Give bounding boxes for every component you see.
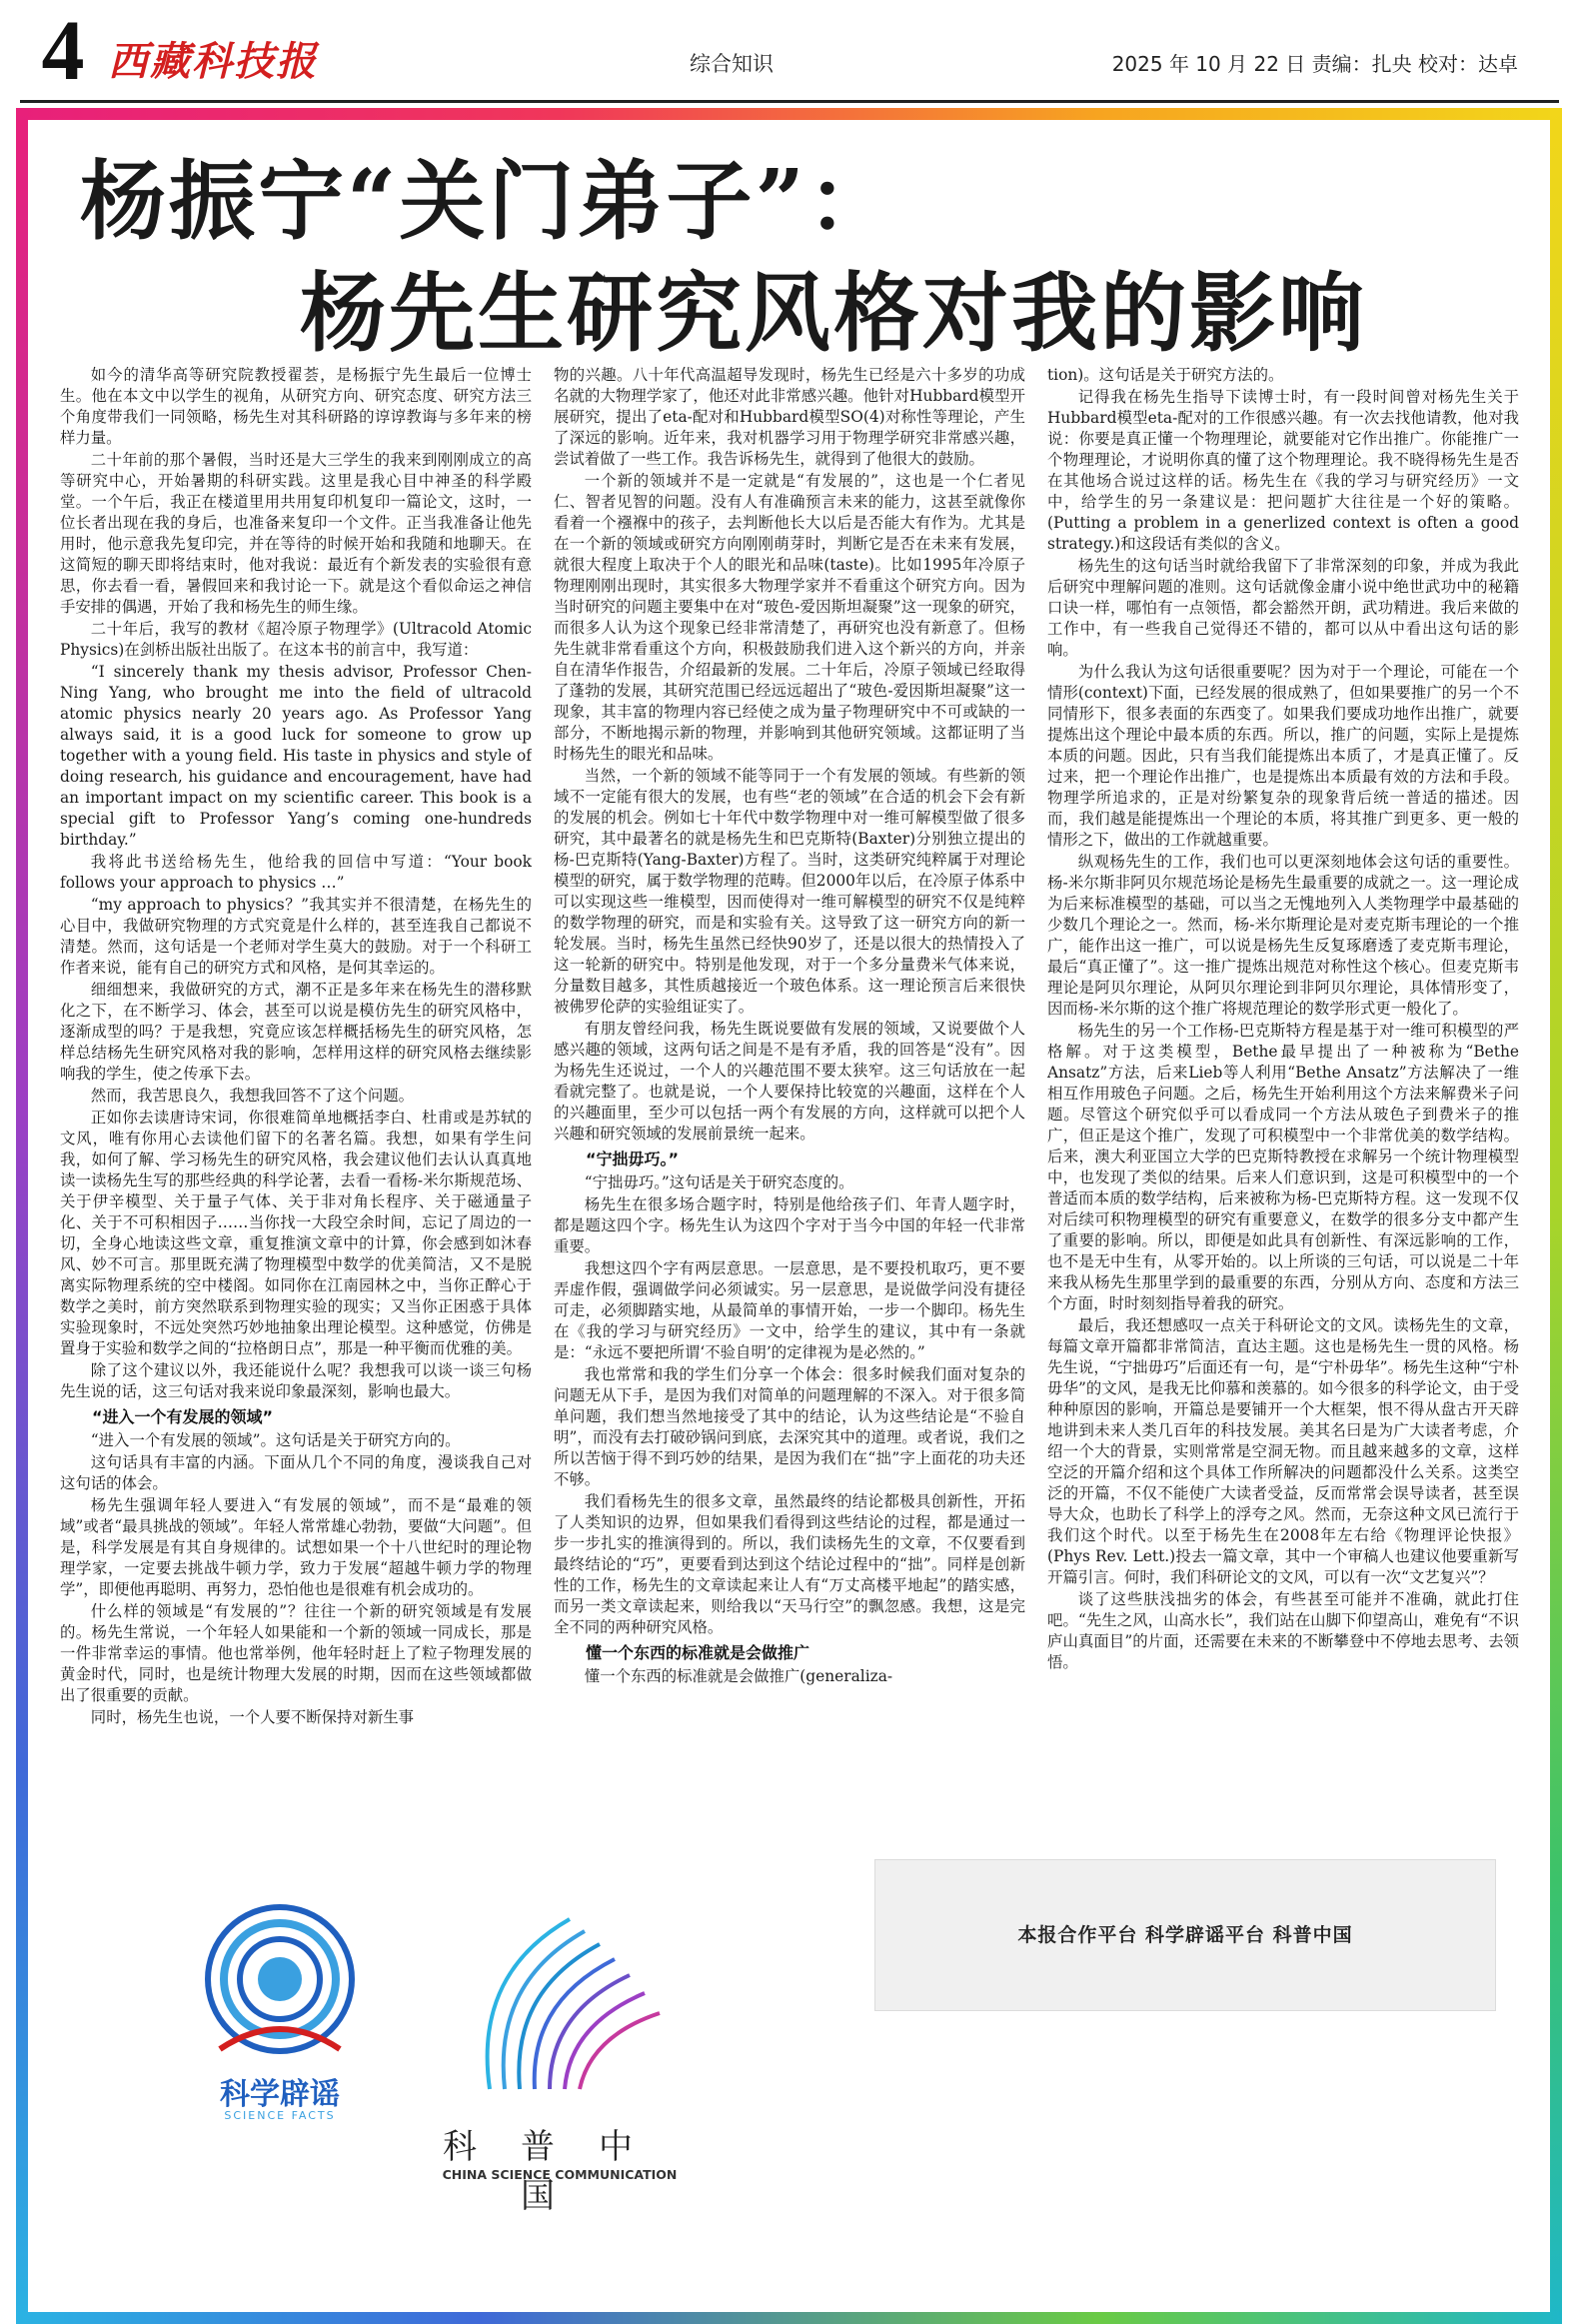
paragraph: 细细想来，我做研究的方式，潮不正是多年来在杨先生的潜移默化之下，在不断学习、体会，甚至可以说是模仿先生的研究风格中，逐渐成型的吗？于是我想，究竟应该怎样概括杨先生的研究风格，怎样总结杨先生研究风格对我的影响，怎样用这样的研究风格去继续影响我的学生，使之传承下去。 xyxy=(60,981,532,1083)
paragraph: “宁拙毋巧。”这句话是关于研究态度的。 xyxy=(584,1173,854,1191)
english-quote: “I sincerely thank my thesis advisor, Professor Chen-Ning Yang, who brought me into the field of ultracold atomic physics nearly 20 years ago. As Professor Yang always said, it is a good luck for someone to grow up together with a young field. His taste in physics and style of doing research, his guidance and encouragement, have had an important impact on my scientific career. This book is a special gift to Professor Yang’s coming one-hundreds birthday.” xyxy=(60,663,532,849)
headline-line-2: 杨先生研究风格对我的影响 xyxy=(300,263,1367,364)
headline-line-1: 杨振宁“关门弟子”： xyxy=(80,151,896,252)
subheading-attitude: “宁拙毋巧。” xyxy=(586,1150,680,1168)
science-communication-emblem-icon xyxy=(410,1899,710,2109)
newspaper-name: 西藏科技报 xyxy=(108,38,318,85)
paragraph: 二十年后，我写的教材《超冷原子物理学》(Ultracold Atomic Physics)在剑桥出版社出版了。在这本书的前言中，我写道： xyxy=(60,620,532,659)
header-divider xyxy=(20,100,1559,103)
paragraph: 懂一个东西的标准就是会做推广(generaliza- xyxy=(584,1667,893,1685)
paragraph: 物的兴趣。八十年代高温超导发现时，杨先生已经是六十多岁的功成名就的大物理学家了，他还对此非常感兴趣。他针对Hubbard模型开展研究，提出了eta-配对和Hubbard模型SO(4)对称性等理论，产生了深远的影响。近年来，我对机器学习用于物理学研究非常感兴趣，尝试着做了一些工作。我告诉杨先生，就得到了他很大的鼓励。 xyxy=(554,366,1025,468)
paragraph: “进入一个有发展的领域”。这句话是关于研究方向的。 xyxy=(90,1431,461,1449)
paragraph: 一个新的领域并不是一定就是“有发展的”，这也是一个仁者见仁、智者见智的问题。没有人有准确预言未来的能力，这甚至就像你看着一个襁褓中的孩子，去判断他长大以后是否能大有作为。尤其是在一个新的领域或研究方向刚刚萌芽时，判断它是否在未来有发展，就很大程度上取决于个人的眼光和品味(taste)。比如1995年冷原子物理刚刚出现时，其实很多大物理学家并不看重这个研究方向。因为当时研究的问题主要集中在对“玻色-爱因斯坦凝聚”这一现象的研究，而很多人认为这个现象已经非常清楚了，再研究也没有新意了。但杨先生就非常看重这个方向，积极鼓励我们进入这个新兴的方向，并亲自在清华作报告，介绍最新的发展。二十年后，冷原子领域已经取得了蓬勃的发展，其研究范围已经远远超出了“玻色-爱因斯坦凝聚”这一现象，其丰富的物理内容已经使之成为量子物理研究中不可或缺的一部分，不断地揭示新的物理，并影响到其他研究领域。这都证明了当时杨先生的眼光和品味。 xyxy=(554,472,1025,763)
paragraph: 我想这四个字有两层意思。一层意思，是不要投机取巧，更不要弄虚作假，强调做学问必须诚实。另一层意思，是说做学问没有捷径可走，必须脚踏实地，从最简单的事情开始，一步一个脚印。杨先生在《我的学习与研究经历》一文中，给学生的建议，其中有一条就是：“永远不要把所谓‘不验自明’的定律视为是必然的。” xyxy=(554,1259,1025,1361)
paragraph: tion)。这句话是关于研究方法的。 xyxy=(1047,366,1284,384)
paragraph: 如今的清华高等研究院教授翟荟，是杨振宁先生最后一位博士生。他在本文中以学生的视角，从研究方向、研究态度、研究方法三个角度带我们一同领略，杨先生对其科研路的谆谆教诲与多年来的榜样力量。 xyxy=(60,366,532,447)
paragraph: 我将此书送给杨先生，他给我的回信中写道：“Your book follows your approach to physics …” xyxy=(60,853,532,892)
subheading-direction: “进入一个有发展的领域” xyxy=(92,1407,274,1426)
partner-platforms-text: 本报合作平台 科学辟谣平台 科普中国 xyxy=(1017,1924,1353,1946)
frame-border-right xyxy=(1550,108,1562,2324)
science-facts-logo-subtext: SCIENCE FACTS xyxy=(224,2109,336,2122)
frame-border-bottom xyxy=(16,2312,1562,2324)
subheading-method: 懂一个东西的标准就是会做推广 xyxy=(586,1643,810,1662)
science-facts-logo-text: 科学辟谣 xyxy=(220,2077,340,2112)
article-column-3 xyxy=(1047,365,1519,1809)
paragraph: 然而，我苦思良久，我想我回答不了这个问题。 xyxy=(90,1087,415,1105)
dateline: 2025 年 10 月 22 日 责编：扎央 校对：达卓 xyxy=(1111,52,1518,76)
paragraph: 我们看杨先生的很多文章，虽然最终的结论都极具创新性，开拓了人类知识的边界，但如果我们看得到这些结论的过程，都是通过一步一步扎实的推演得到的。所以，我们读杨先生的文章，不仅要看到最终结论的“巧”，更要看到达到这个结论过程中的“拙”。同样是创新性的工作，杨先生的文章读起来让人有“万丈高楼平地起”的踏实感，而另一类文章读起来，则给我以“天马行空”的飘忽感。我想，这是完全不同的两种研究风格。 xyxy=(554,1492,1025,1636)
paragraph: 纵观杨先生的工作，我们也可以更深刻地体会这句话的重要性。杨-米尔斯非阿贝尔规范场论是杨先生最重要的成就之一。这一理论成为后来标准模型的基础，可以当之无愧地列入人类物理学中最基础的少数几个理论之一。然而，杨-米尔斯理论是对麦克斯韦理论的一个推广，能作出这一推广，可以说是杨先生反复琢磨透了麦克斯韦理论，最后“真正懂了”。这一推广提炼出规范对称性这个核心。但麦克斯韦理论是阿贝尔理论，从阿贝尔理论到非阿贝尔理论，具体情形变了，因而杨-米尔斯的这个推广将规范理论的数学形式更一般化了。 xyxy=(1047,853,1519,1018)
china-science-communication-logo xyxy=(410,1899,710,2216)
frame-border-left xyxy=(16,108,28,2324)
china-science-communication-text: 科普中国 xyxy=(443,2127,677,2216)
china-science-communication-subtext: CHINA SCIENCE COMMUNICATION xyxy=(442,2167,678,2182)
paragraph: 杨先生强调年轻人要进入“有发展的领域”，而不是“最难的领域”或者“最具挑战的领域”。年轻人常常雄心勃勃，要做“大问题”。但是，科学发展是有其自身规律的。试想如果一个十八世纪时的理论物理学家，一定要去挑战牛顿力学，致力于发展“超越牛顿力学的物理学”，即便他再聪明、再努力，恐怕他也是很难有机会成功的。 xyxy=(60,1496,532,1598)
paragraph: 最后，我还想感叹一点关于科研论文的文风。读杨先生的文章，每篇文章开篇都非常简洁，直达主题。这也是杨先生一贯的风格。杨先生说，“宁拙毋巧”后面还有一句，是“宁朴毋华”。杨先生这种“宁朴毋华”的文风，是我无比仰慕和羡慕的。如今很多的科学论文，由于受种种原因的影响，开篇总是要铺开一个大框架，恨不得从盘古开天辟地讲到未来人类几百年的科技发展。美其名曰是为广大读者考虑，介绍一个大的背景，实则常常是空洞无物。而且越来越多的文章，这样空泛的开篇介绍和这个具体工作所解决的问题都没什么关系。这类空泛的开篇，不仅不能使广大读者受益，反而常常会误导读者，甚至误导大众，也助长了科学上的浮夸之风。然而，无奈这种文风已流行于我们这个时代。以至于杨先生在2008年左右给《物理评论快报》(Phys Rev. Lett.)投去一篇文章，其中一个审稿人也建议他要重新写开篇引言。何时，我们科研论文的文风，可以有一次“文艺复兴”？ xyxy=(1047,1316,1519,1586)
science-facts-logo xyxy=(180,1899,380,2139)
article-column-1 xyxy=(60,365,532,1809)
article-column-2 xyxy=(554,365,1025,1809)
page-number: 4 xyxy=(41,2,85,98)
paragraph: 谈了这些肤浅拙劣的体会，有些甚至可能并不准确，就此打住吧。“先生之风，山高水长”，我们站在山脚下仰望高山，难免有“不识庐山真面目”的片面，还需要在未来的不断攀登中不停地去思考、去领悟。 xyxy=(1047,1590,1519,1671)
paragraph: 正如你去读唐诗宋词，你很难简单地概括李白、杜甫或是苏轼的文风，唯有你用心去读他们留下的名著名篇。我想，如果有学生问我，如何了解、学习杨先生的研究风格，我会建议他们去认认真真地读一读杨先生写的那些经典的科学论著，去看一看杨-米尔斯规范场、关于伊辛模型、关于量子气体、关于非对角长程序、关于磁通量子化、关于不可积相因子……当你找一大段空余时间，忘记了周边的一切，全身心地读这些文章，重复推演文章中的计算，你会感到如沐春风、妙不可言。那里既充满了物理模型中数学的优美简洁，又不是脱离实际物理系统的空中楼阁。如同你在江南园林之中，当你正醉心于数学之美时，前方突然联系到物理实验的现实；又当你正困惑于具体实验现象时，不远处突然巧妙地抽象出理论模型。这种感觉，仿佛是置身于实验和数学之间的“拉格朗日点”，那是一种平衡而优雅的美。 xyxy=(60,1109,532,1357)
article-body xyxy=(60,365,1519,1809)
section-label: 综合知识 xyxy=(690,52,774,76)
paragraph: 同时，杨先生也说，一个人要不断保持对新生事 xyxy=(90,1708,415,1726)
paragraph: 杨先生的这句话当时就给我留下了非常深刻的印象，并成为我此后研究中理解问题的准则。这句话就像金庸小说中绝世武功中的秘籍口诀一样，哪怕有一点领悟，都会豁然开朗，武功精进。我后来做的工作中，有一些我自己觉得还不错的，都可以从中看出这句话的影响。 xyxy=(1047,557,1519,659)
article-headline xyxy=(60,150,1519,366)
paragraph: 我也常常和我的学生们分享一个体会：很多时候我们面对复杂的问题无从下手，是因为我们对简单的问题理解的不深入。对于很多简单问题，我们想当然地接受了其中的结论，认为这些结论是“不验自明”，而没有去打破砂锅问到底，去深究其中的道理。或者说，我们之所以苦恼于得不到巧妙的结果，是因为我们在“拙”字上面花的功夫还不够。 xyxy=(554,1365,1025,1488)
paragraph: 什么样的领域是“有发展的”？往往一个新的研究领域是有发展的。杨先生常说，一个年轻人如果能和一个新的领域一同成长，那是一件非常幸运的事情。他也常举例，他年轻时赶上了粒子物理发展的黄金时代，同时，也是统计物理大发展的时期，因而在这些领域都做出了很重要的贡献。 xyxy=(60,1602,532,1704)
frame-border-top xyxy=(16,108,1562,120)
paragraph: “my approach to physics？”我其实并不很清楚，在杨先生的心目中，我做研究物理的方式究竟是什么样的，甚至连我自己都说不清楚。然而，这句话是一个老师对学生莫大的鼓励。对于一个科研工作者来说，能有自己的研究方式和风格，是何其幸运的。 xyxy=(60,896,532,977)
paragraph: 这句话具有丰富的内涵。下面从几个不同的角度，漫谈我自己对这句话的体会。 xyxy=(60,1453,532,1492)
page-footer xyxy=(60,1839,1519,2289)
partner-platforms-box xyxy=(874,1859,1496,2011)
paragraph: 为什么我认为这句话很重要呢？因为对于一个理论，可能在一个情形(context)下面，已经发展的很成熟了，但如果要推广的另一个不同情形下，很多表面的东西变了。如果我们要成功地作出推广，就要提炼出这个理论中最本质的东西。所以，推广的问题，实际上是提炼本质的问题。因此，只有当我们能提炼出本质了，才是真正懂了。反过来，把一个理论作出推广，也是提炼出本质最有效的方法和手段。物理学所追求的，正是对纷繁复杂的现象背后统一普适的描述。因而，我们越是能提炼出一个理论的本质，将其推广到更多、更一般的情形之下，做出的工作就越重要。 xyxy=(1047,663,1519,849)
paragraph: 除了这个建议以外，我还能说什么呢？我想我可以谈一谈三句杨先生说的话，这三句话对我来说印象最深刻，影响也最大。 xyxy=(60,1361,532,1400)
paragraph: 当然，一个新的领域不能等同于一个有发展的领域。有些新的领域不一定能有很大的发展，也有些“老的领域”在合适的机会下会有新的发展的机会。例如七十年代中数学物理中对一维可解模型做了很多研究，其中最著名的就是杨先生和巴克斯特(Baxter)分别独立提出的杨-巴克斯特(Yang-Baxter)方程了。当时，这类研究纯粹属于对理论模型的研究，属于数学物理的范畴。但2000年以后，在冷原子体系中可以实现这些一维模型，因而使得对一维可解模型的研究不仅是纯粹的数学物理的研究，而是和实验有关。这导致了这一研究方向的新一轮发展。当时，杨先生虽然已经快90岁了，还是以很大的热情投入了这一轮新的研究中。特别是他发现，对于一个多分量费米气体来说，分量数目越多，其性质越接近一个玻色体系。这一理论预言后来很快被佛罗伦萨的实验组证实了。 xyxy=(554,767,1025,1016)
paragraph: 二十年前的那个暑假，当时还是大三学生的我来到刚刚成立的高等研究中心，开始暑期的科研实践。这里是我心目中神圣的科学殿堂。一个午后，我正在楼道里用共用复印机复印一篇论文，这时，一位长者出现在我的身后，也准备来复印一个文件。正当我准备让他先用时，他示意我先复印完，并在等待的时候开始和我随和地聊天。在这简短的聊天即将结束时，他对我说：最近有个新发表的实验很有意思，你去看一看，暑假回来和我讨论一下。就是这个看似命运之神信手安排的偶遇，开始了我和杨先生的师生缘。 xyxy=(60,451,532,616)
page-header xyxy=(0,0,1578,112)
paragraph: 杨先生的另一个工作杨-巴克斯特方程是基于对一维可积模型的严格解。对于这类模型，Bethe最早提出了一种被称为“Bethe Ansatz”方法，后来Lieb等人利用“Bethe Ansatz”方法解决了一维相互作用玻色子问题。之后，杨先生开始利用这个方法来解费米子问题。尽管这个研究似乎可以看成同一个方法从玻色子到费米子的推广，但正是这个推广，发现了可积模型中一个非常优美的数学结构。后来，澳大利亚国立大学的巴克斯特教授在求解另一个统计物理模型中，也发现了类似的结果。后来人们意识到，这是可积模型中的一个普适而本质的数学结构，后来被称为杨-巴克斯特方程。这一发现不仅对后续可积物理模型的研究有重要意义，在数学的很多分支中都产生了重要的影响。所以，即便是如此具有创新性、有深远影响的工作，也不是无中生有，从零开始的。以上所谈的三句话，可以说是二十年来我从杨先生那里学到的最重要的东西，分别从方向、态度和方法三个方面，时时刻刻指导着我的研究。 xyxy=(1047,1022,1519,1312)
science-facts-emblem-icon xyxy=(180,1899,380,2069)
paragraph: 杨先生在很多场合题字时，特别是他给孩子们、年青人题字时，都是题这四个字。杨先生认为这四个字对于当今中国的年轻一代非常重要。 xyxy=(554,1195,1025,1255)
paragraph: 有朋友曾经问我，杨先生既说要做有发展的领域，又说要做个人感兴趣的领域，这两句话之间是不是有矛盾，我的回答是“没有”。因为杨先生还说过，一个人的兴趣范围不要太狭窄。这三句话放在一起看就完整了。也就是说，一个人要保持比较宽的兴趣面，这样在个人的兴趣面里，至少可以包括一两个有发展的方向，这样就可以把个人兴趣和研究领域的发展前景统一起来。 xyxy=(554,1020,1025,1143)
paragraph: 记得我在杨先生指导下读博士时，有一段时间曾对杨先生关于Hubbard模型eta-配对的工作很感兴趣。有一次去找他请教，他对我说：你要是真正懂一个物理理论，就要能对它作出推广。你能推广一个物理理论，才说明你真的懂了这个物理理论。我不晓得杨先生是否在其他场合说过这样的话。杨先生在《我的学习与研究经历》一文中，给学生的另一条建议是：把问题扩大往往是一个好的策略。(Putting a problem in a generlized context is often a good strategy.)和这段话有类似的含义。 xyxy=(1047,388,1519,553)
